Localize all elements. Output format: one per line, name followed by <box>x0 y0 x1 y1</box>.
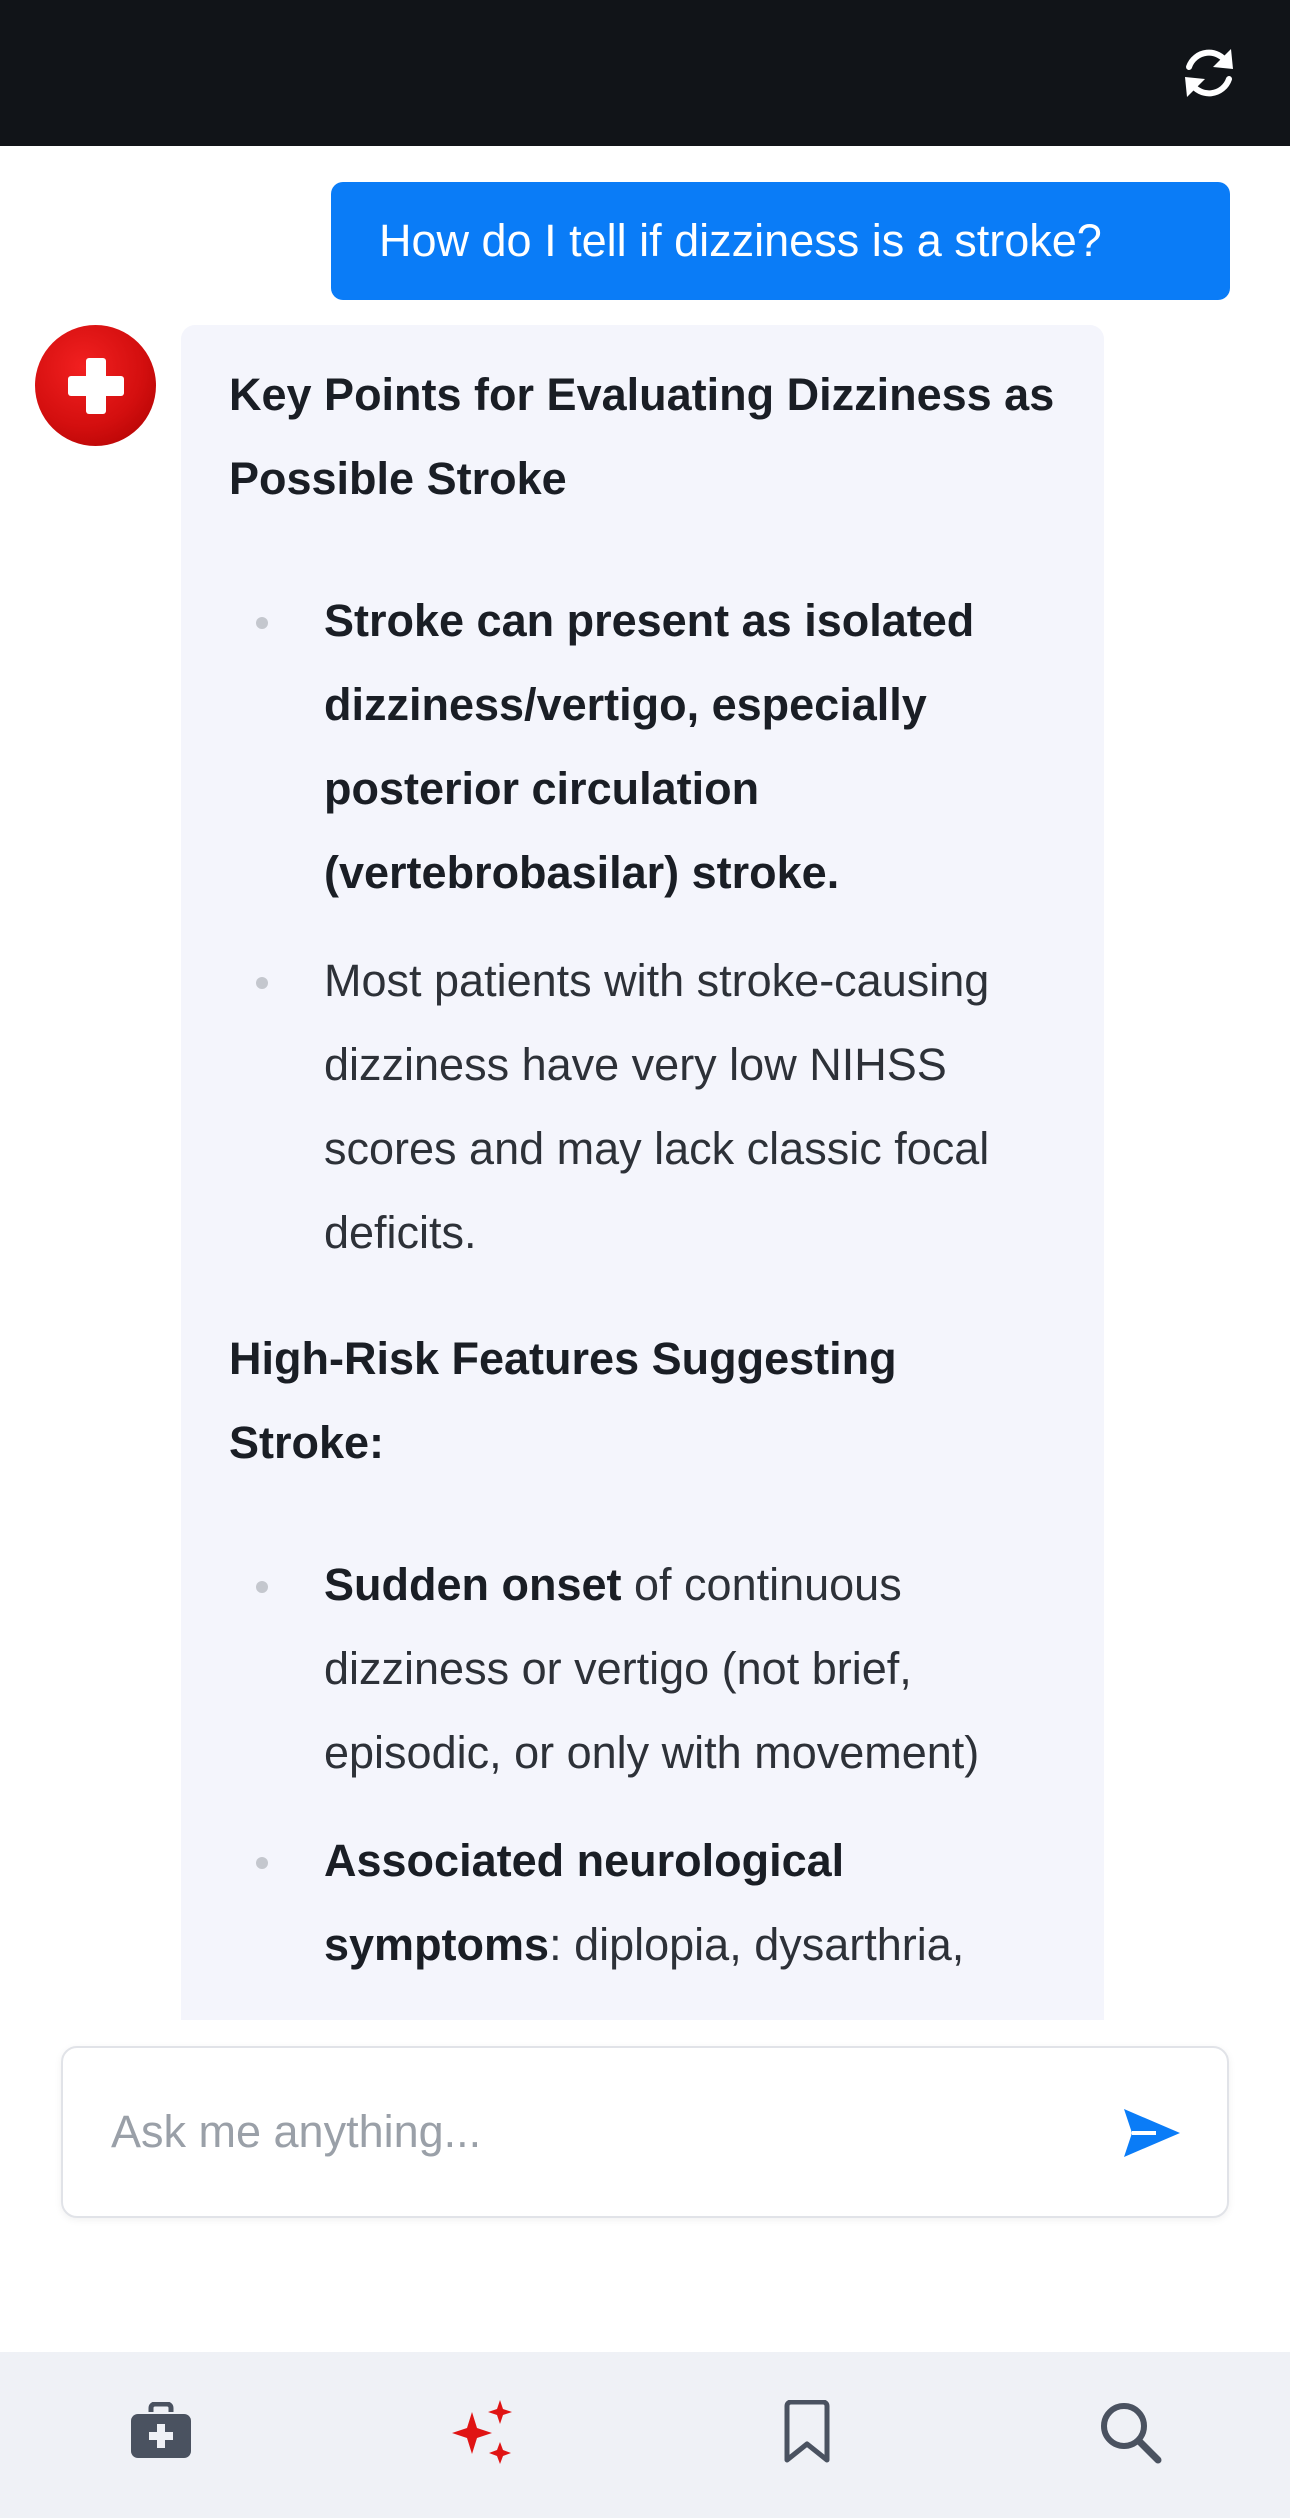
list-item-bold: Sudden onset <box>324 1559 622 1610</box>
list-item-text: : diplopia, dysarthria, <box>549 1919 965 1970</box>
message-input[interactable] <box>111 2048 1071 2216</box>
nav-medical-kit[interactable] <box>121 2392 201 2472</box>
search-icon <box>1098 2400 1162 2464</box>
medical-kit-icon <box>129 2402 193 2462</box>
nav-search[interactable] <box>1090 2392 1170 2472</box>
message-composer <box>61 2046 1229 2218</box>
section-heading: Key Points for Evaluating Dizziness as Possible Stroke <box>229 369 1055 504</box>
sparkles-icon <box>448 2396 520 2468</box>
list-item <box>229 1819 1059 1987</box>
refresh-button[interactable] <box>1174 38 1244 108</box>
send-button[interactable] <box>1121 2102 1183 2164</box>
list-item-bold: Associated neurological symptoms <box>324 1835 845 1970</box>
section-heading: High-Risk Features Suggesting Stroke: <box>229 1333 897 1468</box>
assistant-avatar <box>35 325 156 446</box>
user-message-bubble <box>331 182 1230 300</box>
assistant-message-content <box>229 353 1059 2011</box>
send-icon <box>1122 2107 1182 2159</box>
top-bar <box>0 0 1290 146</box>
user-message-text: How do I tell if dizziness is a stroke? <box>379 215 1102 266</box>
list-item <box>229 1543 1059 1795</box>
assistant-message-bubble <box>181 325 1104 2020</box>
list-item-text: Most patients with stroke-causing dizziness have very low NIHSS scores and may lack classic focal deficits. <box>324 955 990 1258</box>
list-item-bold: Stroke can present as isolated dizziness/vertigo, especially posterior circulation (vertebrobasilar) stroke. <box>324 595 975 898</box>
nav-bookmarks[interactable] <box>767 2392 847 2472</box>
nav-ai-assistant[interactable] <box>444 2392 524 2472</box>
list-item <box>229 939 1059 1275</box>
list-item-text: of continuous dizziness or vertigo (not brief, episodic, or only with movement) <box>324 1559 980 1778</box>
bottom-navigation <box>0 2352 1290 2518</box>
bookmark-icon <box>781 2400 833 2464</box>
medical-cross-icon <box>64 354 128 418</box>
list-item <box>229 579 1059 915</box>
refresh-icon <box>1177 41 1241 105</box>
high-risk-features-list <box>229 1543 1059 1987</box>
key-points-list <box>229 579 1059 1275</box>
